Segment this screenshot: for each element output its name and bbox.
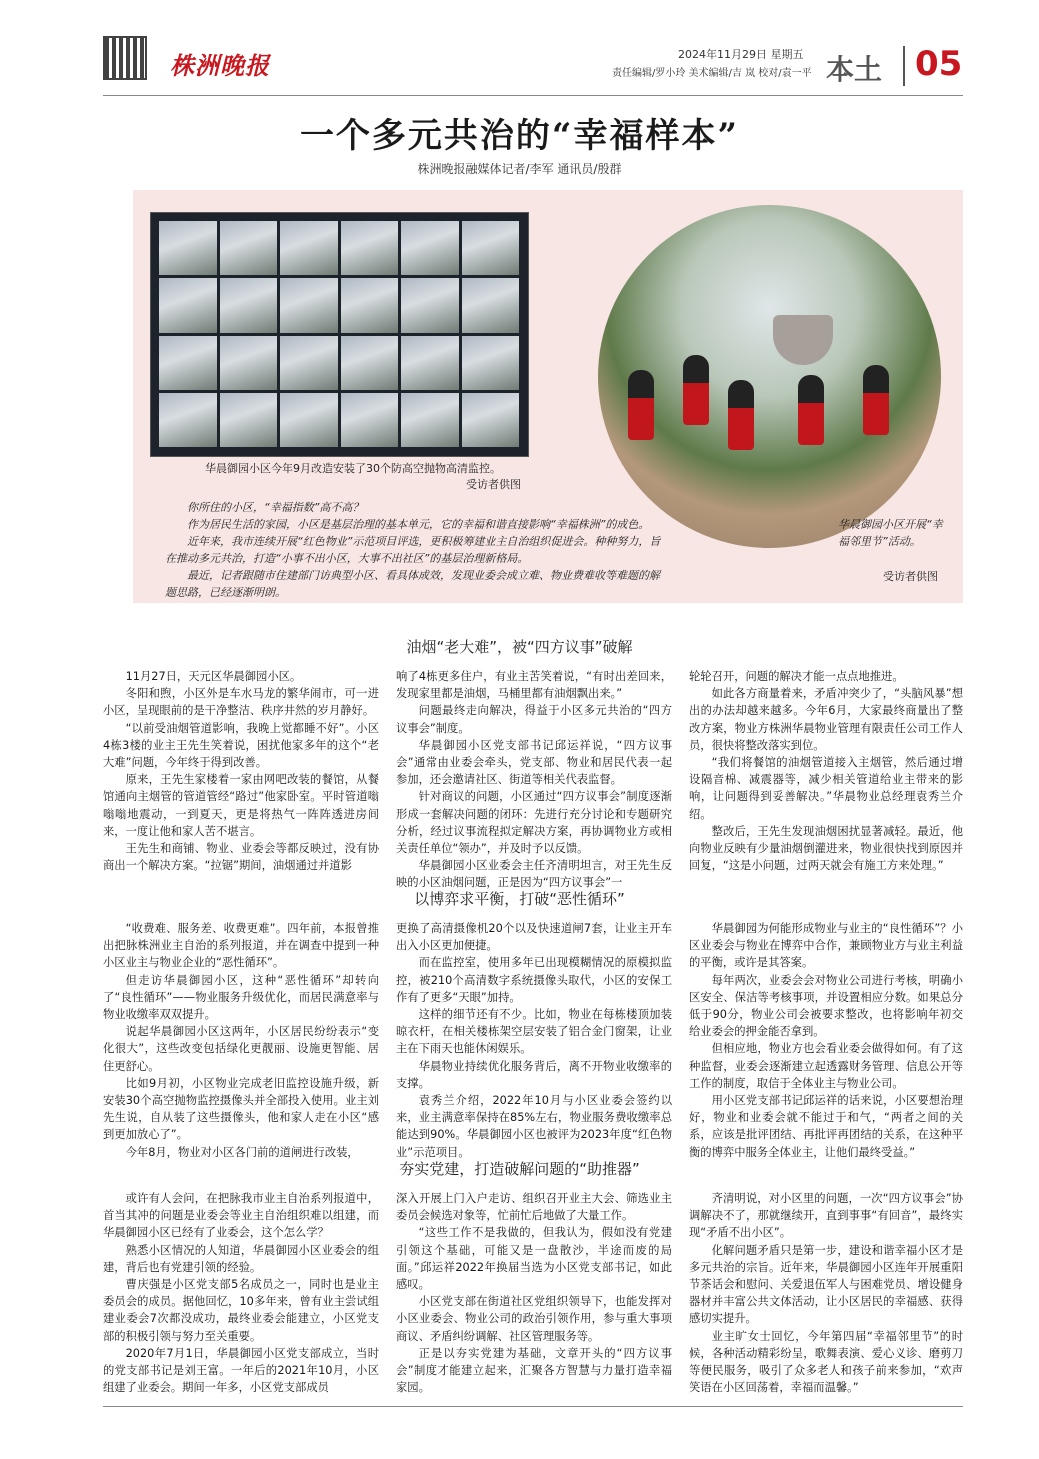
section3-title: 夯实党建，打造破解问题的“助推器” [399,1160,640,1178]
photo2-caption: 华晨御园小区开展“幸福邻里节”活动。 [838,518,943,548]
header-rule [103,95,963,96]
section1-column2: 响了4栋更多住户，有业主苦笑着说，“有时出差回来，发现家里都是油烟，马桶里都有油烟飘出来。” 问题最终走向解决，得益于小区多元共治的“四方议事会”制度。 华晨御园小区党支部书记邱运祥说，“四方议事会”通常由业委会牵头，党支部、物业和居民代表一起参加，还会邀请社区、街道等相关代表监督。 针对商议的问题，小区通过“四方议事会”制度逐渐形成一套解决问题的闭环：先进行充分讨论和专题研究分析，经过议事流程拟定解决方案，再协调物业方或相关责任单位“领办”，并及时予以反馈。 华晨御园小区业委会主任齐清明坦言，对王先生反映的小区油烟问题，正是因为“四方议事会”一 [396,670,672,890]
section2-column2: 更换了高清摄像机20个以及快速道闸7套，让业主开车出入小区更加便捷。 而在监控室，使用多年已出现模糊情况的原模拟监控，被210个高清数字系统摄像头取代，小区的安保工作有了更多“天眼”加持。 这样的细节还有不少。比如，物业在每栋楼顶加装晾衣杆，在相关楼栋架空层安装了铝合金门窗架，让业主在下雨天也能休闲娱乐。 华晨物业持续优化服务背后，离不开物业收缴率的支撑。 袁秀兰介绍，2022年10月与小区业委会签约以来，业主满意率保持在85%左右，物业服务费收缴率总能达到90%。华晨御园小区也被评为2023年度“红色物业”示范项目。 [396,922,672,1159]
issue-date: 2024年11月29日 星期五 [678,48,804,61]
photo1-caption: 华晨御园小区今年9月改造安装了30个防高空抛物高清监控。 [205,462,501,475]
photo2-credit: 受访者供图 [883,570,938,583]
section1-column1: 11月27日，天元区华晨御园小区。 冬阳和煦，小区外是车水马龙的繁华闹市，可一进小区，呈现眼前的是干净整洁、秩序井然的岁月静好。 “以前受油烟管道影响，我晚上觉都睡不好”。小区4栋3楼的业主王先生笑着说，困扰他家多年的这个“老大难”问题，今年终于得到改善。 原来，王先生家楼着一家由网吧改装的餐馆，从餐馆通向主烟管的管道管经“路过”他家卧室。平时管道嗡嗡嗡地震动，一到夏天，更是将热气一阵阵透进房间来，一度让他和家人苦不堪言。 王先生和商铺、物业、业委会等都反映过，没有协商出一个解决方案。“拉锯”期间，油烟通过并道影 [103,670,379,873]
section3-column1: 或许有人会问，在把脉我市业主自治系列报道中，首当其冲的问题是业委会等业主自治组织难以组建，而华晨御园小区已经有了业委会，这个怎么学？ 熟悉小区情况的人知道，华晨御园小区业委会的组建，背后也有党建引领的经验。 曹庆强是小区党支部5名成员之一，同时也是业主委员会的成员。据他回忆，10多年来，曾有业主尝试组建业委会7次都没成功，最终业委会能建立，小区党支部的积极引领与努力至关重要。 2020年7月1日，华晨御园小区党支部成立，当时的党支部书记是刘王富。一年后的2021年10月，小区组建了业委会。期间一年多，小区党支部成员 [103,1192,379,1395]
header-divider [903,46,905,86]
byline: 株洲晚报融媒体记者/李军 通讯员/殷群 [417,162,622,176]
section-name: 本土 [826,53,883,86]
section2-title: 以博弈求平衡，打破“恶性循环” [414,890,625,908]
headline: 一个多元共治的“幸福样本” [299,116,740,156]
monitor-wall-photo [150,212,529,457]
section1-title: 油烟“老大难”，被“四方议事”破解 [406,638,633,656]
section3-column3: 齐清明说，对小区里的问题，一次“四方议事会”协调解决不了，那就继续开，直到事事“有回音”，最终实现“矛盾不出小区”。 化解问题矛盾只是第一步，建设和谐幸福小区才是多元共治的宗旨。近年来，华晨御园小区连年开展重阳节茶话会和慰问、关爱退伍军人与困难党员、增设健身器材并丰富公共文体活动，让小区居民的幸福感、获得感切实提升。 业主旷女士回忆，今年第四届“幸福邻里节”的时候，各种活动精彩纷呈，歌舞表演、爱心义诊、磨剪刀等便民服务，吸引了众多老人和孩子前来参加，“欢声笑语在小区回荡着，幸福而温馨。” [689,1192,963,1395]
dance-event-photo [598,205,941,548]
section2-column1: “收费难、服务差、收费更难”。四年前，本报曾推出把脉株洲业主自治的系列报道，并在调查中提到一种小区业主与物业企业的“恶性循环”。 但走访华晨御园小区，这种“恶性循环”却转向了“良性循环”——物业服务升级优化，而居民满意率与物业收缴率双双提升。 说起华晨御园小区这两年，小区居民纷纷表示“变化很大”，这些改变包括绿化更靓丽、设施更智能、居住更舒心。 比如9月初，小区物业完成老旧监控设施升级，新安装30个高空抛物监控摄像头并全部投入使用。业主刘先生说，自从装了这些摄像头，他和家人走在小区“感到更加放心了”。 今年8月，物业对小区各门前的道闸进行改装， [103,922,379,1159]
footer-rule [103,1406,963,1407]
section1-column3: 轮轮召开，问题的解决才能一点点地推进。 如此各方商量着来，矛盾冲突少了，“头脑风暴”想出的办法却越来越多。今年6月，大家最终商量出了整改方案，物业方株洲华晨物业管理有限责任公司工作人员，很快将整改落实到位。 “我们将餐馆的油烟管道接入主烟管，然后通过增设隔音棉、减震器等，减少相关管道给业主带来的影响，让问题得到妥善解决。”华晨物业总经理袁秀兰介绍。 整改后，王先生发现油烟困扰显著减轻。最近，他向物业反映有少量油烟倒灌进来，物业很快找到原因并回复，“这是小问题，过两天就会有施工方来处理。” [689,670,963,873]
editor-credits: 责任编辑/罗小玲 美术编辑/吉 岚 校对/袁一平 [612,68,812,79]
section3-column2: 深入开展上门入户走访、组织召开业主大会、筛选业主委员会候选对象等，忙前忙后地做了大量工作。 “这些工作不是我做的，但我认为，假如没有党建引领这个基础，可能又是一盘散沙，半途而废的局面。”邱运祥2022年换届当选为小区党支部书记，如此感叹。 小区党支部在街道社区党组织领导下，也能发挥对小区业委会、物业公司的政治引领作用，参与重大事项商议、矛盾纠纷调解、社区管理服务等。 正是以夯实党建为基础，文章开头的“四方议事会”制度才能建立起来，汇聚各方智慧与力量打造幸福家园。 [396,1192,672,1395]
photo1-credit: 受访者供图 [466,478,521,491]
page-number: 05 [915,44,963,84]
masthead-logo: 株洲晚报 [170,51,270,80]
article-intro: 你所住的小区，“幸福指数”高不高？ 作为居民生活的家园，小区是基层治理的基本单元，它的幸福和谐直接影响“幸福株洲”的成色。 近年来，我市连续开展“红色物业”示范项目评选，更积极筹建业主自治组织促进会。种种努力，旨在推动多元共治，打造“小事不出小区，大事不出社区”的基层治理新格局。 最近，记者跟随市住建部门访典型小区、看具体成效，发现业委会成立难、物业费难收等难题的解题思路，已经逐渐明朗。 [165,501,661,599]
qr-code-icon [103,36,147,80]
section2-column3: 华晨御园为何能形成物业与业主的“良性循环”？小区业委会与物业在博弈中合作，兼顾物业方与业主利益的平衡，或许是其答案。 每年两次，业委会会对物业公司进行考核，明确小区安全、保洁等考核事项，并设置相应分数。如果总分低于90分，物业公司会被要求整改，也将影响年初交给业委会的押金能否拿到。 但相应地，物业方也会看业委会做得如何。有了这种监督，业委会逐渐建立起透露财务管理、信息公开等工作的制度，取信于全体业主与物业公司。 用小区党支部书记邱运祥的话来说，小区要想治理好，物业和业委会就不能过于和气，“两者之间的关系，应该是批评团结、再批评再团结的关系，在这种平衡的博弈中服务全体业主，让他们最终受益。” [689,922,963,1159]
